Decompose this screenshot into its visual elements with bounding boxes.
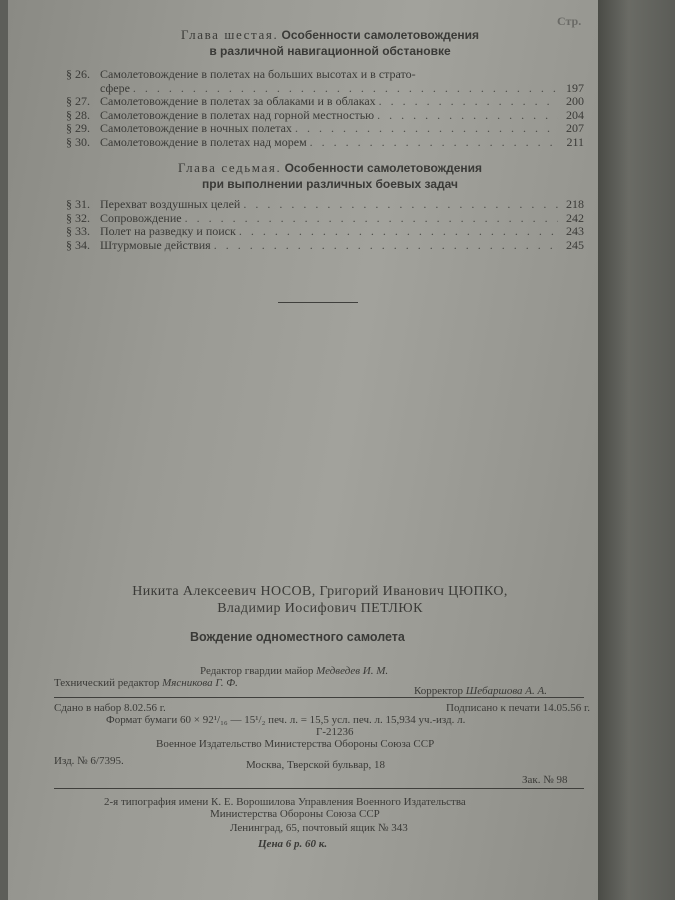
toc-page-number: 245 (566, 237, 584, 252)
printer-line-1: 2-я типография имени К. Е. Ворошилова Управления Военного Издательства (104, 796, 466, 808)
toc-entry (66, 122, 584, 136)
izd-number: Изд. № 6/7395. (54, 755, 124, 767)
chapter-7-heading (60, 160, 600, 192)
section-divider (278, 302, 358, 303)
toc-title: Самолетовождение в полетах на больших высотах и в страто- (100, 67, 416, 81)
typeset-date: Сдано в набор 8.02.56 г. (54, 702, 166, 714)
imprint-rule-top (54, 697, 584, 698)
toc-leader-dots (240, 198, 558, 212)
censor-code: Г-21236 (316, 726, 354, 738)
editor-label: Редактор гвардии майор (200, 665, 314, 677)
toc-entry-continuation (66, 82, 584, 96)
toc-leader-dots (376, 95, 558, 109)
toc-leader-dots (307, 136, 558, 150)
toc-page-number: 242 (566, 210, 584, 225)
toc-entry (66, 239, 584, 253)
book-title: Вождение одноместного самолета (190, 630, 405, 644)
printer-line-2: Министерства Обороны Союза ССР (210, 808, 380, 820)
authors-line-2: Владимир Иосифович ПЕТЛЮК (217, 601, 423, 616)
corrector-name: Шебаршова А. А. (465, 685, 547, 697)
toc-entry (66, 136, 584, 150)
order-number: Зак. № 98 (522, 774, 568, 786)
chapter-6-title-line2: в различной навигационной обстановке (209, 44, 451, 58)
toc-title: Полет на разведку и поиск (100, 224, 236, 238)
paper-format: Формат бумаги 60 × 92¹/₁₆ — 15¹/₂ печ. л. = 15,5 усл. печ. л. 15,934 уч.-изд. л. (106, 714, 466, 726)
toc-section-number: § 32. (66, 210, 90, 225)
toc-leader-dots (130, 82, 558, 96)
toc-title: Перехват воздушных целей (100, 197, 241, 211)
corrector-label: Корректор (414, 685, 464, 697)
toc-entry (66, 95, 584, 109)
toc-section-number: § 30. (66, 134, 90, 149)
price: Цена 6 р. 60 к. (258, 838, 328, 850)
editor-name: Медведев И. М. (316, 665, 389, 677)
publisher-address: Москва, Тверской бульвар, 18 (246, 759, 386, 771)
toc-leader-dots (374, 109, 558, 123)
authors-line-1: Никита Алексеевич НОСОВ, Григорий Иванович ЦЮПКО, (132, 584, 508, 599)
page-column-header: Стр. (557, 14, 582, 28)
chapter-7-title-line1: Особенности самолетовождения (284, 161, 483, 175)
toc-page-number: 211 (566, 134, 584, 149)
toc-section-number: § 33. (66, 224, 90, 238)
toc-leader-dots (182, 212, 558, 226)
toc-title: Самолетовождение в полетах за облаками и в облаках (100, 94, 376, 108)
toc-page-number: 243 (566, 224, 584, 238)
toc-leader-dots (292, 122, 558, 136)
chapter-7-title-line2: при выполнении различных боевых задач (202, 177, 458, 191)
toc-section-number: § 28. (66, 107, 90, 122)
toc-section-number: § 26. (66, 67, 90, 81)
toc-title: Самолетовождение в полетах над морем (100, 134, 307, 149)
toc-title-continuation: сфере (100, 80, 130, 95)
toc-section-number: § 34. (66, 237, 90, 252)
book-spine (598, 0, 675, 900)
toc-chapter-7 (66, 198, 584, 252)
tech-editor-label: Технический редактор (54, 677, 160, 689)
toc-page-number: 207 (566, 121, 584, 135)
chapter-6-title-line1: Особенности самолетовождения (281, 28, 479, 42)
publisher: Военное Издательство Министерства Обороны Союза ССР (156, 738, 435, 750)
chapter-6-lead: Глава шестая. (181, 27, 279, 42)
authors (100, 583, 540, 617)
imprint-rule-bottom (54, 788, 584, 789)
toc-entry (66, 198, 584, 212)
toc-page-number: 200 (566, 94, 584, 108)
toc-entry (66, 109, 584, 123)
printer-address: Ленинград, 65, почтовый ящик № 343 (230, 822, 408, 834)
toc-entry (66, 212, 584, 226)
tech-editor-line (54, 677, 238, 690)
toc-chapter-6 (66, 68, 584, 149)
toc-section-number: § 29. (66, 121, 90, 135)
toc-page-number: 197 (566, 80, 584, 95)
toc-leader-dots (236, 225, 558, 239)
toc-entry (66, 225, 584, 239)
toc-title: Штурмовые действия (100, 237, 211, 252)
toc-title: Сопровождение (100, 210, 182, 225)
chapter-7-lead: Глава седьмая. (177, 160, 282, 175)
toc-leader-dots (211, 239, 558, 253)
toc-section-number: § 31. (66, 197, 90, 211)
toc-title: Самолетовождение в ночных полетах (100, 121, 292, 135)
toc-entry (66, 68, 584, 82)
signed-date: Подписано к печати 14.05.56 г. (446, 702, 590, 714)
toc-page-number: 204 (566, 107, 584, 122)
toc-page-number: 218 (566, 197, 584, 211)
toc-title: Самолетовождение в полетах над горной местностью (100, 107, 375, 122)
tech-editor-name: Мясникова Г. Ф. (162, 677, 238, 689)
chapter-6-heading (60, 27, 600, 59)
toc-section-number: § 27. (66, 94, 90, 108)
